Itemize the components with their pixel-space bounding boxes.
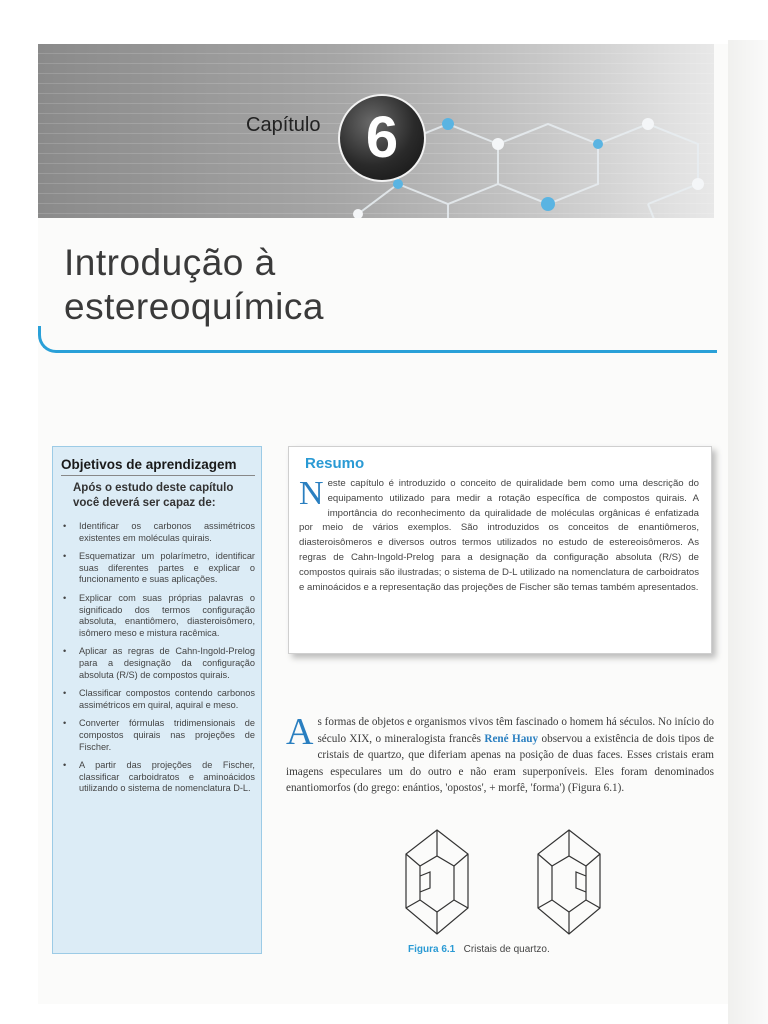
objective-item: • Identificar os carbonos assimétricos existentes em moléculas quirais. xyxy=(63,521,255,543)
quartz-crystal-right xyxy=(528,826,610,938)
summary-body: este capítulo é introduzido o conceito de quiralidade bem como uma descrição do equipamento utilizado para medir a rotação específica de compostos quirais. A importância do reconhecimento da quiralidade de moléculas orgânicas é enfatizada por meio de vários exemplos. São introduzidos os conceitos de enantiômeros, diasteroisômeros e diversos outros termos utilizados no estudo de estereoisômeros. As regras de Cahn-Ingold-Prelog para a designação da configuração absoluta (R/S) de compostos quirais são ilustradas; o sistema de D-L utilizado na nomenclatura de carboidratos e aminoácidos e a representação das projeções de Fischer são temas também apresentados. xyxy=(299,478,699,593)
page-edge xyxy=(728,40,768,1024)
objective-item: • Converter fórmulas tridimensionais de compostos quirais nas projeções de Fischer. xyxy=(63,718,255,752)
title-underline xyxy=(38,326,717,353)
objectives-list xyxy=(59,521,255,802)
chapter-number: 6 xyxy=(365,105,399,170)
chapter-label: Capítulo xyxy=(246,114,321,136)
objective-item: • A partir das projeções de Fischer, classificar carboidratos e aminoácidos utilizando o sistema de nomenclatura D-L. xyxy=(63,760,255,794)
summary-dropcap: N xyxy=(299,475,324,512)
objective-item: • Esquematizar um polarímetro, identificar suas diferentes partes e explicar o funcionamento e suas aplicações. xyxy=(63,551,255,585)
figure-caption xyxy=(408,944,550,955)
body-paragraph: As formas de objetos e organismos vivos têm fascinado o homem há séculos. No início do século XIX, o mineralogista francês René Hauy observou a existência de dois tipos de cristais de quartzo, que diferiam apenas na posição de duas faces. Esses cristais eram imagens especulares um do outro e não eram superponíveis. Eles foram denominados enantiomorfos (do grego: enántios, 'opostos', + morfê, 'forma') (Figura 6.1). xyxy=(286,711,715,795)
figure-caption-text: Cristais de quartzo. xyxy=(463,944,550,955)
summary-box xyxy=(288,446,712,654)
objective-item: • Classificar compostos contendo carbonos assimétricos em quiral, aquiral e meso. xyxy=(63,688,255,710)
objective-item: • Explicar com suas próprias palavras o significado dos termos configuração absoluta, enantiômero, diasteroisômero, isômero meso e mistura racêmica. xyxy=(63,592,255,638)
chapter-title-line1: Introdução à xyxy=(64,242,276,283)
objectives-intro: Após o estudo deste capítulo você deverá ser capaz de: xyxy=(73,482,234,509)
chapter-banner xyxy=(38,44,714,218)
objectives-box xyxy=(52,446,262,954)
objectives-title: Objetivos de aprendizagem xyxy=(61,457,255,476)
chapter-number-badge xyxy=(338,94,426,182)
summary-title: Resumo xyxy=(305,455,365,472)
person-link[interactable]: René Hauy xyxy=(484,732,539,745)
figure-label: Figura 6.1 xyxy=(408,944,456,955)
body-dropcap: A xyxy=(286,711,314,753)
summary-text xyxy=(299,477,699,595)
chapter-title-line2: estereoquímica xyxy=(64,286,324,327)
objective-item: • Aplicar as regras de Cahn-Ingold-Prelog para a designação da configuração absoluta (R/S) de compostos quirais. xyxy=(63,646,255,680)
quartz-crystal-left xyxy=(396,826,478,938)
